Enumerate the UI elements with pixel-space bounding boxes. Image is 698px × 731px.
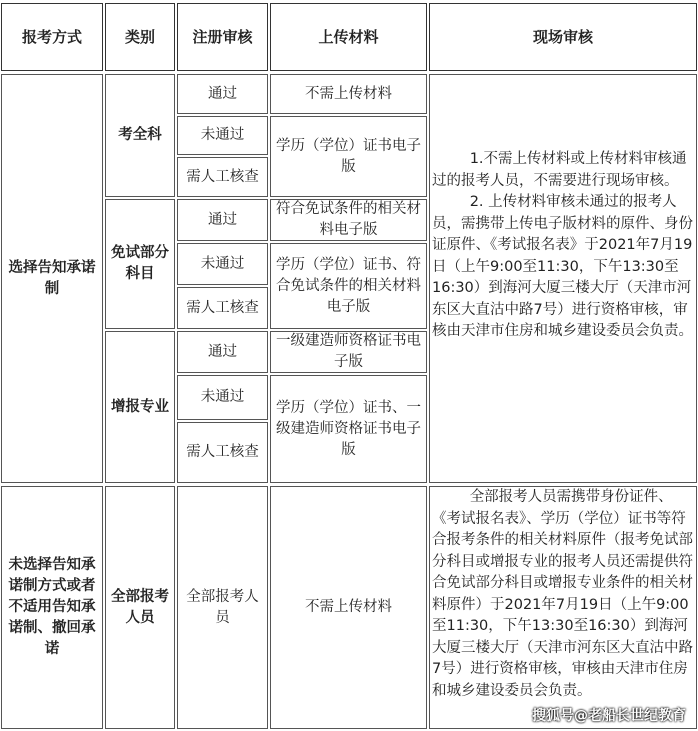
onsite-review-text-2: [429, 486, 697, 729]
registration-all-applicants: 全部报考人员: [177, 486, 268, 729]
status-manual: 需人工核查: [177, 287, 268, 329]
onsite-note-all: 全部报考人员需携带身份证件、《考试报名表》、学历（学位）证书等符合报考条件的相关材料原件（报考免试部分科目或增报专业的报考人员还需提供符合免试部分科目或增报专业条件的相关材料原件）于2021年7月19日（上午9:00至11:30，下午13:30至16:30）到海河大厦三楼大厅（天津市河东区大直沽中路7号）进行资格审核，审核由天津市住房和城乡建设委员会负责。: [432, 489, 693, 699]
header-onsite: 现场审核: [429, 3, 697, 71]
header-materials: 上传材料: [270, 3, 427, 71]
header-registration: 注册审核: [177, 3, 268, 71]
status-manual: 需人工核查: [177, 157, 268, 197]
status-pass: 通过: [177, 199, 268, 241]
category-all-applicants: 全部报考人员: [105, 486, 175, 729]
onsite-review-text: [429, 74, 697, 483]
onsite-note-1: 1.不需上传材料或上传材料审核通过的报考人员，不需要进行现场审核。: [432, 151, 687, 189]
materials-cell: 学历（学位）证书、一级建造师资格证书电子版: [270, 375, 427, 483]
materials-cell: 学历（学位）证书电子版: [270, 116, 427, 197]
watermark: 搜狐号@老船长世纪教育: [532, 708, 686, 724]
status-fail: 未通过: [177, 375, 268, 420]
materials-cell: 一级建造师资格证书电子版: [270, 331, 427, 373]
onsite-note-2: 2. 上传材料审核未通过的报考人员，需携带上传电子版材料的原件、身份证原件、《考试报名表》于2021年7月19日（上午9:00至11:30，下午13:30至16:30）到海河大厦三楼大厅（天津市河东区大直沽中路7号）进行资格审核，审核由天津市住房和城乡建设委员会负责。: [432, 194, 693, 339]
method-promise: 选择告知承诺制: [1, 74, 103, 483]
header-method: 报考方式: [1, 3, 103, 71]
status-manual: 需人工核查: [177, 422, 268, 483]
materials-cell: 不需上传材料: [270, 74, 427, 114]
category-exempt: 免试部分科目: [105, 199, 175, 329]
status-pass: 通过: [177, 331, 268, 373]
method-no-promise: 未选择告知承诺制方式或者不适用告知承诺制、撤回承诺: [1, 486, 103, 729]
category-add: 增报专业: [105, 331, 175, 483]
status-pass: 通过: [177, 74, 268, 114]
materials-cell: 学历（学位）证书、符合免试条件的相关材料电子版: [270, 243, 427, 329]
header-category: 类别: [105, 3, 175, 71]
materials-none: 不需上传材料: [270, 486, 427, 729]
category-all: 考全科: [105, 74, 175, 197]
materials-cell: 符合免试条件的相关材料电子版: [270, 199, 427, 241]
status-fail: 未通过: [177, 243, 268, 285]
status-fail: 未通过: [177, 116, 268, 155]
